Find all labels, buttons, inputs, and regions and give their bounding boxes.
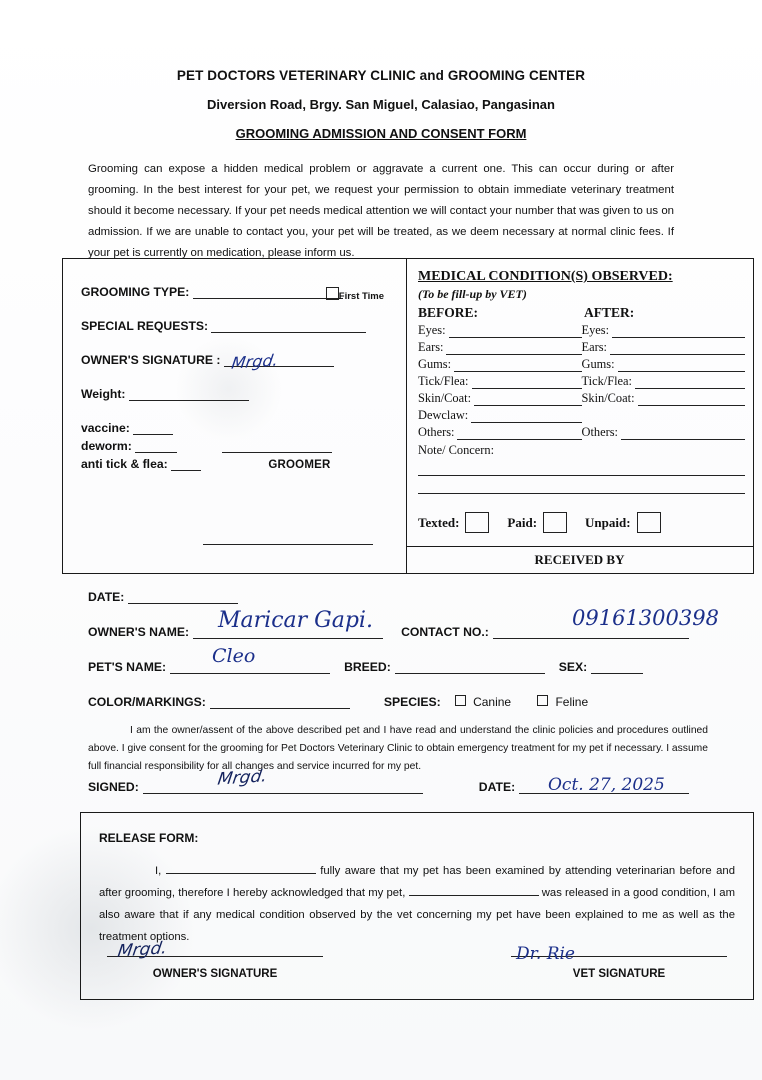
- first-time-checkbox[interactable]: [326, 287, 339, 300]
- after-others-label: Others:: [581, 425, 618, 439]
- intro-paragraph: Grooming can expose a hidden medical problem or aggravate a current one. This can occur during or after grooming. In the best interest for your pet, we request your permission to obtain immediate veterinary treatment should it become necessary. If your pet needs medical attention we will contact your number that was given to us on admission. If we are unable to contact you, your pet will be treated, as we deem necessary at normal clinic fees. If your pet is currently on medication, please inform us.: [88, 163, 674, 260]
- release-signature-row: [81, 955, 753, 985]
- species-label: SPECIES:: [383, 695, 441, 709]
- after-eyes-label: Eyes:: [581, 323, 610, 337]
- handwriting-vet-signature: Dr. Rie: [516, 944, 575, 964]
- after-eyes-input[interactable]: [612, 325, 745, 338]
- medical-row-dewclaw: [418, 407, 745, 423]
- special-requests-row: [81, 319, 390, 333]
- clinic-name: PET DOCTORS VETERINARY CLINIC and GROOMING CENTER: [176, 68, 586, 83]
- canine-label: Canine: [473, 695, 512, 709]
- before-eyes-label: Eyes:: [418, 323, 446, 337]
- handwriting-consent-date: Oct. 27, 2025: [548, 775, 665, 795]
- species-feline-option[interactable]: [537, 695, 588, 709]
- weight-input[interactable]: [129, 388, 249, 401]
- color-markings-row: [88, 695, 708, 709]
- signed-label: SIGNED:: [88, 780, 139, 794]
- color-markings-label: COLOR/MARKINGS:: [88, 695, 206, 709]
- clinic-address: Diversion Road, Brgy. San Miguel, Calasiao, Pangasinan: [207, 97, 555, 112]
- owners-signature-label: OWNER'S SIGNATURE :: [81, 353, 221, 367]
- pets-name-row: [88, 660, 708, 674]
- release-text-part3: was released in a good condition, I am also aware that if any medical condition observed by the vet concerning my pet have been explained to me as well as the treatment options.: [99, 887, 735, 944]
- weight-row: [81, 387, 390, 401]
- deworm-input[interactable]: [135, 440, 177, 453]
- weight-label: Weight:: [81, 387, 126, 401]
- release-pet-name-input[interactable]: [409, 883, 539, 896]
- medical-subtitle: (To be fill-up by VET): [418, 287, 527, 301]
- date-row: [88, 590, 708, 604]
- medical-row-ears: [418, 339, 745, 355]
- after-tickflea-label: Tick/Flea:: [581, 374, 632, 388]
- received-by-line[interactable]: [203, 544, 373, 545]
- after-label: AFTER:: [584, 305, 635, 320]
- date-label: DATE:: [88, 590, 125, 604]
- deworm-row: [81, 439, 390, 453]
- deworm-label: deworm:: [81, 439, 132, 453]
- medical-row-skin-coat: [418, 390, 745, 406]
- note-concern-line-1[interactable]: [418, 462, 745, 476]
- after-tickflea-input[interactable]: [635, 376, 745, 389]
- breed-label: BREED:: [344, 660, 391, 674]
- date-input[interactable]: [128, 590, 238, 604]
- note-concern-label: Note/ Concern:: [418, 443, 495, 457]
- anti-tick-flea-label: anti tick & flea:: [81, 457, 168, 471]
- color-markings-input[interactable]: [210, 695, 350, 709]
- texted-label: Texted:: [418, 514, 460, 530]
- before-dewclaw-input[interactable]: [471, 410, 581, 423]
- before-tickflea-label: Tick/Flea:: [418, 374, 469, 388]
- form-title: GROOMING ADMISSION AND CONSENT FORM: [235, 126, 527, 141]
- medical-row-eyes: [418, 322, 745, 338]
- consent-text: I am the owner/assent of the above described pet and I have read and understand the clinic policies and procedures outlined above. I give consent for the grooming for Pet Doctors Veterinary Clinic to obtain emergency treatment for my pet if necessary. I assume full financial responsibility for all changes and service incurred for my pet.: [88, 725, 708, 773]
- after-ears-input[interactable]: [610, 342, 745, 355]
- after-skincoat-label: Skin/Coat:: [581, 391, 635, 405]
- payment-status-row: [418, 512, 745, 533]
- before-gums-input[interactable]: [454, 359, 581, 372]
- anti-tick-flea-row: [81, 457, 390, 471]
- paid-checkbox[interactable]: [543, 512, 567, 533]
- sex-label: SEX:: [558, 660, 588, 674]
- paid-label: Paid:: [507, 514, 538, 530]
- before-tickflea-input[interactable]: [472, 376, 582, 389]
- medical-row-gums: [418, 356, 745, 372]
- medical-conditions-column: [406, 259, 755, 573]
- document-header: [0, 0, 762, 141]
- vaccine-label: vaccine:: [81, 421, 130, 435]
- handwriting-owners-name: Maricar Gapi.: [218, 608, 373, 633]
- before-others-label: Others:: [418, 425, 455, 439]
- medical-row-tick-flea: [418, 373, 745, 389]
- after-ears-label: Ears:: [581, 340, 607, 354]
- note-concern-line-2[interactable]: [418, 480, 745, 494]
- release-form-box: [80, 812, 754, 1000]
- before-others-input[interactable]: [457, 427, 581, 440]
- release-owner-name-input[interactable]: [166, 861, 316, 874]
- sex-input[interactable]: [591, 660, 643, 674]
- before-gums-label: Gums:: [418, 357, 452, 371]
- handwriting-release-owner-signature: Mrgd.: [116, 938, 169, 962]
- after-gums-label: Gums:: [581, 357, 615, 371]
- breed-input[interactable]: [395, 660, 545, 674]
- groomer-input[interactable]: [222, 440, 332, 453]
- vet-signature-caption: VET SIGNATURE: [572, 967, 666, 980]
- medical-row-others: [418, 424, 745, 440]
- before-ears-input[interactable]: [446, 342, 581, 355]
- first-time-label: First Time: [338, 291, 384, 302]
- contact-no-label: CONTACT NO.:: [401, 625, 489, 639]
- release-form-title: RELEASE FORM:: [99, 831, 199, 845]
- groomer-label: GROOMER: [268, 459, 331, 471]
- handwriting-signed: Mrgd.: [216, 766, 269, 790]
- texted-checkbox[interactable]: [465, 512, 489, 533]
- signed-input[interactable]: [143, 780, 423, 794]
- vaccine-input[interactable]: [133, 422, 173, 435]
- handwriting-pets-name: Cleo: [212, 645, 256, 667]
- after-skincoat-input[interactable]: [638, 393, 745, 406]
- release-text-part2: fully aware that my pet has been examined by attending veterinarian before and after grooming, therefore I hereby acknowledged that my pet,: [99, 865, 735, 900]
- handwriting-owners-signature-box: Mrgd.: [230, 350, 280, 373]
- owner-signature-caption: OWNER'S SIGNATURE: [152, 967, 278, 980]
- release-form-text: [99, 860, 735, 948]
- received-by-label: RECEIVED BY: [406, 546, 753, 573]
- release-text-part1: I,: [155, 865, 166, 878]
- grooming-type-input[interactable]: [193, 286, 343, 299]
- unpaid-label: Unpaid:: [585, 514, 631, 530]
- feline-label: Feline: [555, 695, 589, 709]
- consent-date-label: DATE:: [478, 780, 516, 794]
- grooming-details-column: [63, 259, 406, 573]
- canine-checkbox[interactable]: [455, 695, 466, 706]
- before-after-headers: [418, 305, 745, 321]
- before-eyes-input[interactable]: [449, 325, 582, 338]
- owners-name-label: OWNER'S NAME:: [88, 625, 190, 639]
- anti-tick-flea-input[interactable]: [171, 458, 201, 471]
- after-others-input[interactable]: [621, 427, 745, 440]
- after-gums-input[interactable]: [618, 359, 745, 372]
- unpaid-checkbox[interactable]: [637, 512, 661, 533]
- before-skincoat-label: Skin/Coat:: [418, 391, 472, 405]
- feline-checkbox[interactable]: [537, 695, 548, 706]
- grooming-type-label: GROOMING TYPE:: [81, 285, 190, 299]
- before-skincoat-input[interactable]: [474, 393, 581, 406]
- vaccine-row: [81, 421, 390, 435]
- before-dewclaw-label: Dewclaw:: [418, 408, 469, 422]
- grooming-type-row: [81, 285, 390, 302]
- pets-name-label: PET'S NAME:: [88, 660, 167, 674]
- consent-paragraph: [88, 722, 708, 776]
- species-canine-option[interactable]: [455, 695, 511, 709]
- special-requests-label: SPECIAL REQUESTS:: [81, 319, 209, 333]
- before-ears-label: Ears:: [418, 340, 444, 354]
- special-requests-input[interactable]: [211, 320, 366, 333]
- medical-title: MEDICAL CONDITION(S) OBSERVED:: [418, 269, 673, 284]
- handwriting-contact-no: 09161300398: [572, 606, 719, 630]
- first-time-field[interactable]: [326, 287, 384, 302]
- main-form-box: [62, 258, 754, 574]
- before-label: BEFORE:: [418, 305, 479, 320]
